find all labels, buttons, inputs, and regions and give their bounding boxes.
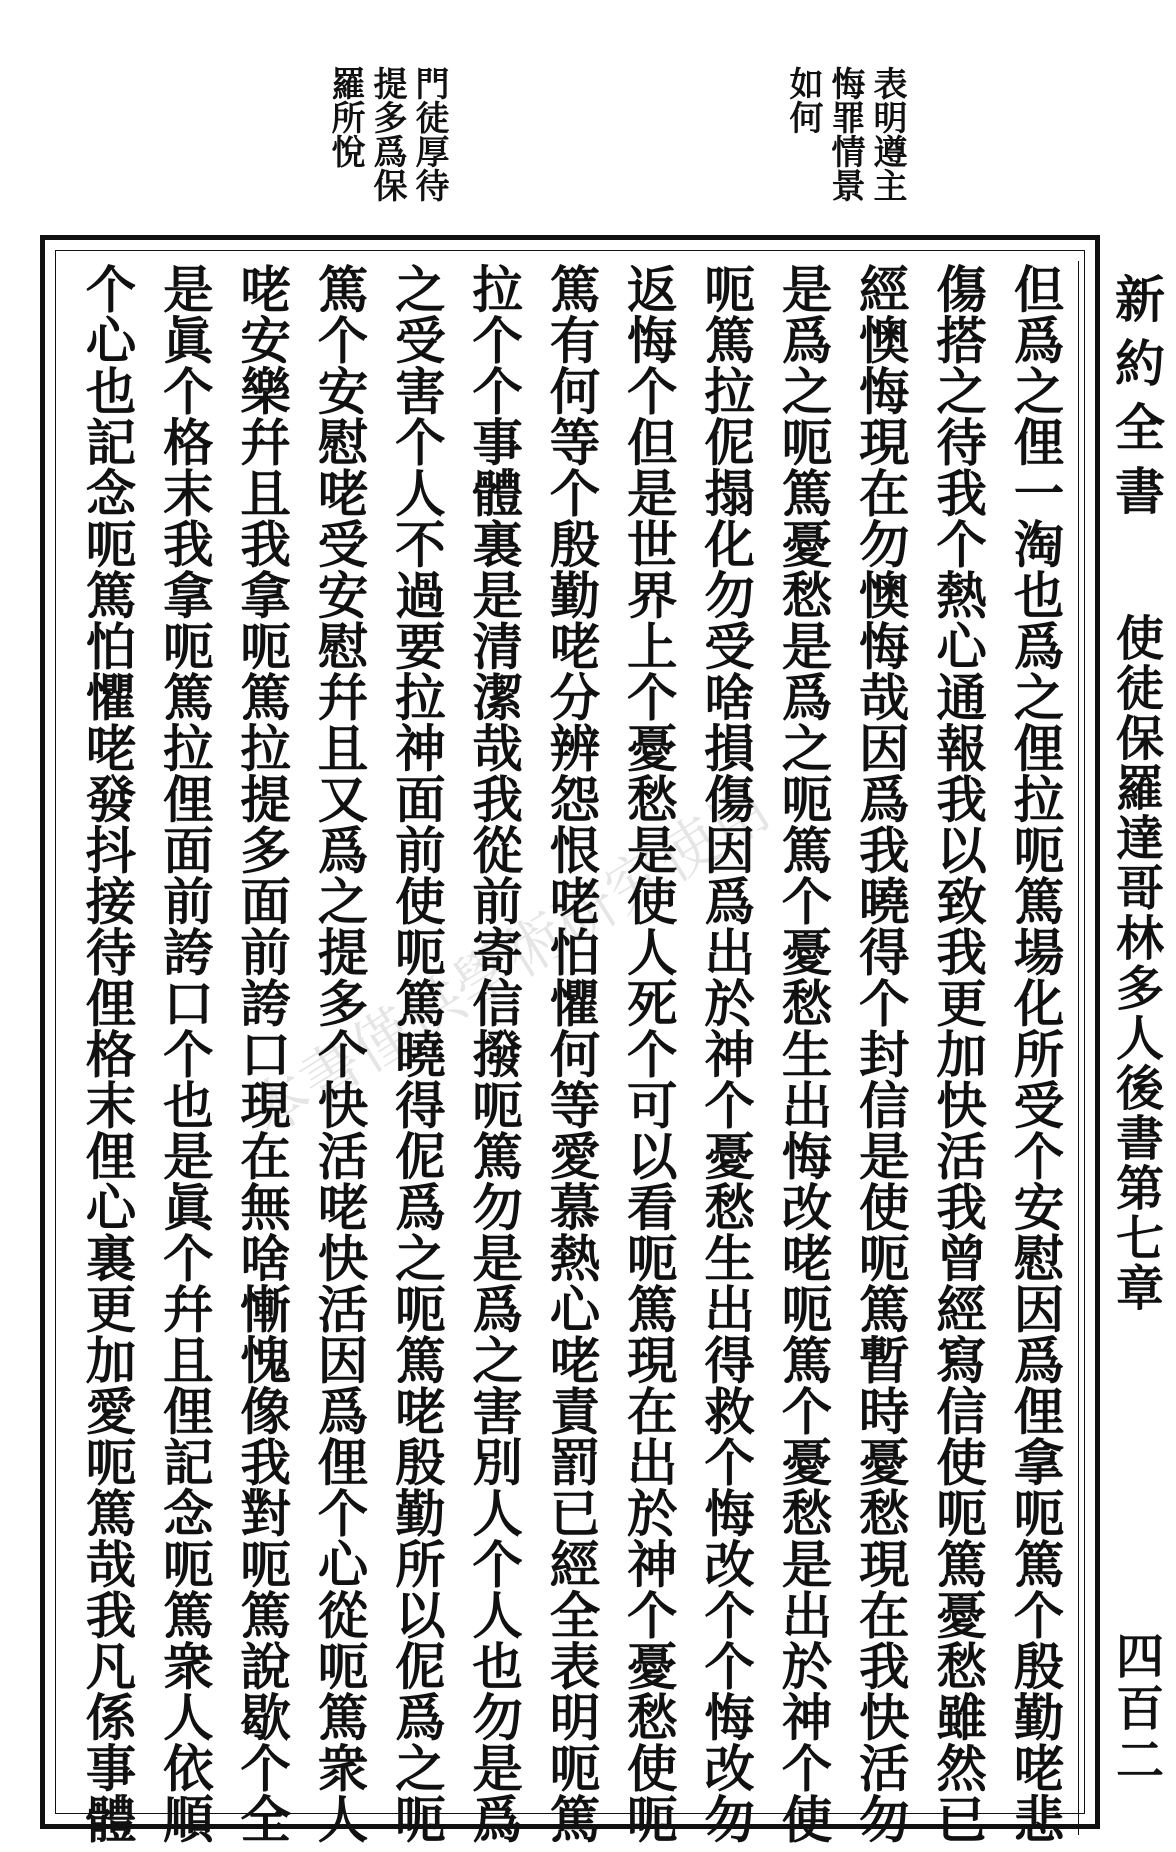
header-divider — [1078, 261, 1079, 1835]
text-column: 个心也記念呃篤怕懼咾發抖接待俚格末俚心裏更加愛呃篤哉我凡係事體 — [78, 263, 137, 1844]
text-column: 呃篤拉伲搨化勿受啥損傷因爲出於神个憂愁生出得救个悔改个个悔改勿 — [696, 263, 756, 1844]
margin-gloss-1 — [784, 66, 906, 236]
text-column: 拉个个事體裏是清潔哉我從前寄信撥呃篤勿是爲之害別人个人也勿是爲 — [464, 263, 524, 1844]
text-column: 但爲之俚一淘也爲之俚拉呃篤場化所受个安慰因爲俚拿呃篤个殷勤咾悲 — [1005, 263, 1065, 1844]
text-column: 篤有何等个殷勤咾分辨怨恨咾怕懼何等愛慕熱心咾責罰已經全表明呃篤 — [541, 263, 601, 1844]
text-column: 之受害个人不過要拉神面前使呃篤曉得伲爲之呃篤咾殷勤所以伲爲之呃 — [387, 263, 447, 1844]
text-column: 返悔个但是世界上个憂愁是使人死个可以看呃篤現在出於神个憂愁使呃 — [619, 263, 679, 1844]
inner-border — [55, 250, 1166, 1844]
gloss-line: 羅所悅 — [325, 66, 365, 168]
text-column: 是眞个格末我拿呃篤拉俚面前誇口个也是眞个幷且俚記念呃篤衆人依順 — [155, 263, 215, 1844]
header-column — [1096, 251, 1176, 1813]
gloss-line: 悔罪情景 — [825, 66, 865, 202]
page-number: 四百二 — [1107, 1631, 1164, 1787]
text-column: 篤个安慰咾受安慰幷且又爲之提多个快活咾快活因爲俚个心從呃篤衆人 — [309, 263, 369, 1844]
gloss-line: 提多爲保 — [367, 66, 407, 202]
text-column: 是爲之呃篤憂愁是爲之呃篤个憂愁生出悔改咾呃篤个憂愁是出於神个使 — [773, 263, 833, 1844]
page-frame — [40, 235, 1166, 1844]
text-body — [72, 263, 1070, 1844]
gloss-line: 表明遵主 — [867, 66, 907, 202]
gloss-line: 如何 — [783, 66, 823, 134]
watermark: 本書僅供學術研究使用 — [237, 772, 783, 1151]
text-column: 經懊悔現在勿懊悔哉因爲我曉得个封信是使呃篤暫時憂愁現在我快活勿 — [851, 263, 911, 1844]
text-column: 咾安樂幷且我拿呃篤拉提多面前誇口現在無啥慚愧像我對呃篤說歇个全 — [232, 263, 292, 1844]
text-column: 傷搭之待我个熱心通報我以致我更加快活我曾經寫信使呃篤憂愁雖然已 — [928, 263, 988, 1844]
gloss-line: 門徒厚待 — [409, 66, 449, 202]
book-title: 新約全書 — [1107, 273, 1166, 529]
chapter-title: 使徒保羅達哥林多人後書第七章 — [1107, 613, 1164, 1313]
margin-gloss-2 — [326, 66, 448, 236]
